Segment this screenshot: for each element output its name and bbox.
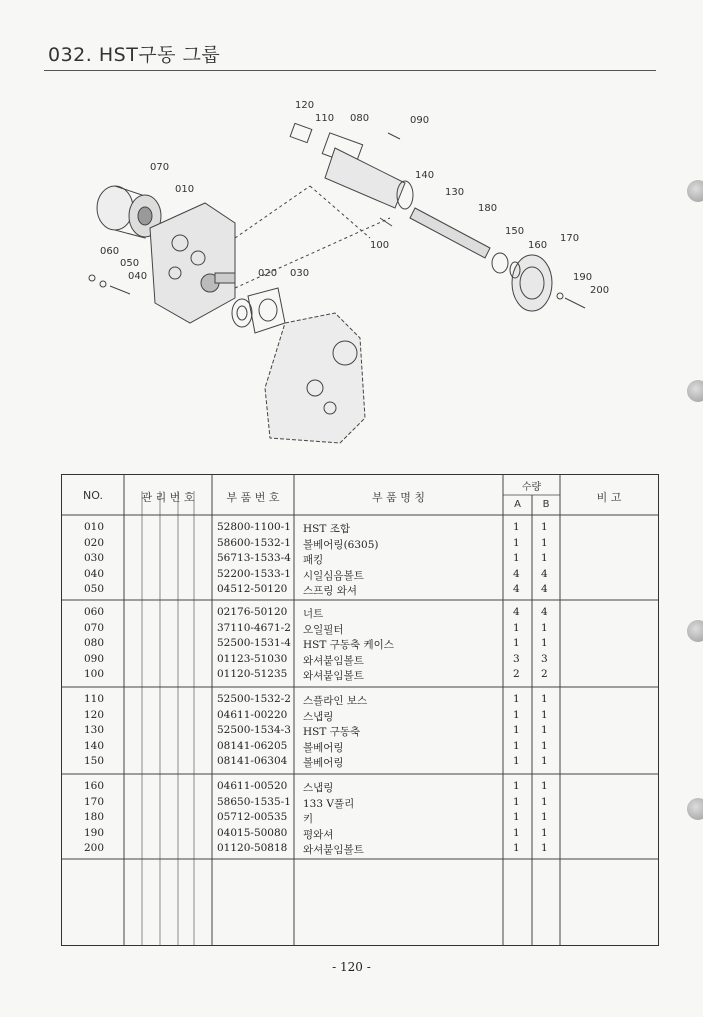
cell-no: 010: [84, 521, 105, 533]
cell-no: 150: [84, 755, 105, 767]
cell-no: 120: [84, 708, 105, 721]
callout-040: 040: [128, 271, 148, 282]
cell-qty-b: 1: [541, 552, 548, 564]
cell-qty-b: 4: [541, 583, 548, 595]
cell-no: 190: [84, 826, 105, 839]
parts-table: [61, 474, 659, 946]
cell-part-name: 133 V풀리: [303, 797, 355, 810]
page-title: 032. HST구동 그룹: [48, 44, 221, 66]
cell-part-name: HST 구동축 케이스: [303, 639, 394, 651]
punch-hole-decoration: [687, 798, 703, 820]
punch-hole-decoration: [687, 620, 703, 642]
cell-part-no: 58650-1535-1: [217, 795, 291, 808]
callout-180: 180: [478, 203, 498, 214]
cell-qty-b: 1: [541, 621, 548, 634]
cell-part-no: 04015-50080: [217, 826, 288, 839]
cell-qty-b: 1: [541, 521, 548, 533]
cell-qty-b: 4: [541, 567, 548, 580]
callout-100: 100: [370, 240, 390, 251]
cell-part-name: 시일심음볼트: [303, 569, 364, 582]
cell-no: 060: [84, 606, 105, 618]
cell-qty-b: 1: [541, 811, 548, 823]
cell-qty-a: 4: [513, 606, 520, 618]
cell-no: 020: [84, 536, 105, 549]
cell-qty-b: 3: [541, 652, 548, 665]
cell-part-no: 01120-51235: [217, 668, 288, 680]
cell-qty-a: 1: [513, 780, 520, 792]
cell-part-name: HST 구동축: [303, 726, 361, 738]
cell-part-name: 키: [303, 813, 314, 825]
header-remarks: 비 고: [596, 491, 622, 504]
callout-170: 170: [560, 233, 580, 244]
cell-qty-a: 1: [513, 724, 520, 736]
cell-qty-b: 1: [541, 637, 548, 649]
cell-no: 100: [84, 668, 105, 680]
cell-qty-a: 1: [513, 842, 520, 854]
gear-housing-part: [265, 313, 365, 443]
cell-part-name: 볼베어링: [303, 741, 344, 754]
cell-no: 170: [84, 795, 105, 808]
cell-qty-a: 1: [513, 795, 520, 808]
callout-120: 120: [295, 100, 315, 111]
cell-no: 070: [84, 621, 105, 634]
cell-qty-a: 1: [513, 708, 520, 721]
cell-part-name: 스프링 와셔: [303, 585, 358, 597]
page-number: - 120 -: [332, 960, 371, 974]
cell-part-no: 37110-4671-2: [217, 621, 291, 634]
cell-qty-b: 2: [541, 668, 548, 680]
cell-no: 050: [84, 583, 105, 595]
cell-part-name: HST 조합: [303, 523, 350, 535]
cell-part-name: 너트: [303, 608, 324, 620]
cell-qty-b: 1: [541, 693, 548, 705]
callout-160: 160: [528, 240, 548, 251]
callout-080: 080: [350, 113, 370, 124]
cell-part-name: 와셔붙임볼트: [303, 670, 364, 682]
packing-part: [248, 288, 285, 333]
callout-090: 090: [410, 115, 430, 126]
cell-qty-a: 1: [513, 826, 520, 839]
cell-part-name: 와셔붙임볼트: [303, 844, 364, 856]
cell-qty-b: 1: [541, 780, 548, 792]
cell-qty-b: 1: [541, 795, 548, 808]
cell-no: 030: [84, 552, 105, 564]
cell-part-no: 01123-51030: [217, 652, 288, 665]
header-quantity: 수량: [521, 482, 542, 493]
cell-qty-a: 1: [513, 739, 520, 752]
cell-part-no: 01120-50818: [217, 842, 288, 854]
callout-140: 140: [415, 170, 435, 181]
cell-qty-a: 1: [513, 536, 520, 549]
cell-part-no: 56713-1533-4: [217, 552, 291, 564]
cell-part-name: 와셔붙임볼트: [303, 654, 364, 667]
cell-part-name: 볼베어링: [303, 757, 344, 769]
cell-qty-a: 1: [513, 755, 520, 767]
cell-qty-a: 2: [513, 668, 520, 680]
cell-part-no: 52500-1534-3: [217, 724, 291, 736]
cell-no: 140: [84, 739, 105, 752]
cell-no: 200: [84, 842, 105, 854]
callout-110: 110: [315, 113, 335, 124]
cell-qty-b: 1: [541, 739, 548, 752]
header-no: NO.: [83, 489, 103, 502]
cell-qty-b: 1: [541, 826, 548, 839]
drive-shaft-part: [410, 208, 490, 258]
cell-no: 040: [84, 567, 105, 580]
cell-qty-a: 1: [513, 552, 520, 564]
header-management-no: 관 리 번 호: [141, 491, 195, 504]
header-qty-a: A: [514, 499, 521, 510]
cell-part-no: 58600-1532-1: [217, 536, 291, 549]
cell-qty-a: 1: [513, 621, 520, 634]
cell-no: 130: [84, 724, 105, 736]
cell-part-no: 52500-1532-2: [217, 693, 291, 705]
cell-no: 110: [84, 693, 105, 705]
cell-part-no: 02176-50120: [217, 606, 288, 618]
cell-part-no: 05712-00535: [217, 811, 288, 823]
header-part-no: 부 품 번 호: [226, 491, 280, 504]
cell-part-name: 볼베어링(6305): [303, 538, 379, 551]
callout-030: 030: [290, 268, 310, 279]
cell-qty-a: 1: [513, 811, 520, 823]
cell-no: 160: [84, 780, 105, 792]
callout-060: 060: [100, 246, 120, 257]
cell-qty-a: 3: [513, 652, 520, 665]
callout-070: 070: [150, 162, 170, 173]
callout-050: 050: [120, 258, 140, 269]
callout-020: 020: [258, 268, 278, 279]
cell-qty-b: 1: [541, 708, 548, 721]
callout-200: 200: [590, 285, 610, 296]
cell-no: 080: [84, 637, 105, 649]
cell-qty-a: 1: [513, 693, 520, 705]
callout-150: 150: [505, 226, 525, 237]
cell-qty-b: 1: [541, 842, 548, 854]
cell-qty-a: 1: [513, 521, 520, 533]
cell-qty-b: 1: [541, 755, 548, 767]
cell-qty-b: 1: [541, 536, 548, 549]
cell-qty-b: 4: [541, 606, 548, 618]
exploded-parts-diagram: [70, 88, 630, 453]
cell-part-no: 04611-00520: [217, 780, 288, 792]
title-divider: [44, 70, 656, 71]
cell-no: 090: [84, 652, 105, 665]
callout-190: 190: [573, 272, 593, 283]
cell-qty-a: 1: [513, 637, 520, 649]
cell-part-name: 평와셔: [303, 828, 334, 841]
cell-qty-a: 4: [513, 583, 520, 595]
cell-part-name: 패킹: [303, 554, 324, 566]
cell-part-name: 스플라인 보스: [303, 695, 368, 707]
cell-part-no: 52800-1100-1: [217, 521, 291, 533]
header-part-name: 부 품 명 칭: [372, 491, 425, 504]
cell-part-name: 스냅링: [303, 710, 334, 723]
header-qty-b: B: [542, 499, 550, 510]
cell-part-no: 04512-50120: [217, 583, 288, 595]
cell-part-name: 스냅링: [303, 782, 334, 794]
punch-hole-decoration: [687, 180, 703, 202]
cell-part-no: 08141-06304: [217, 755, 288, 767]
cell-part-no: 52200-1533-1: [217, 567, 291, 580]
cell-part-no: 52500-1531-4: [217, 637, 291, 649]
cell-part-name: 오일필터: [303, 623, 344, 636]
cell-part-no: 04611-00220: [217, 708, 288, 721]
cell-no: 180: [84, 811, 105, 823]
cell-qty-a: 4: [513, 567, 520, 580]
cell-qty-b: 1: [541, 724, 548, 736]
callout-010: 010: [175, 184, 195, 195]
punch-hole-decoration: [687, 380, 703, 402]
oil-filter-part: [97, 186, 133, 230]
cell-part-no: 08141-06205: [217, 739, 288, 752]
callout-130: 130: [445, 187, 465, 198]
